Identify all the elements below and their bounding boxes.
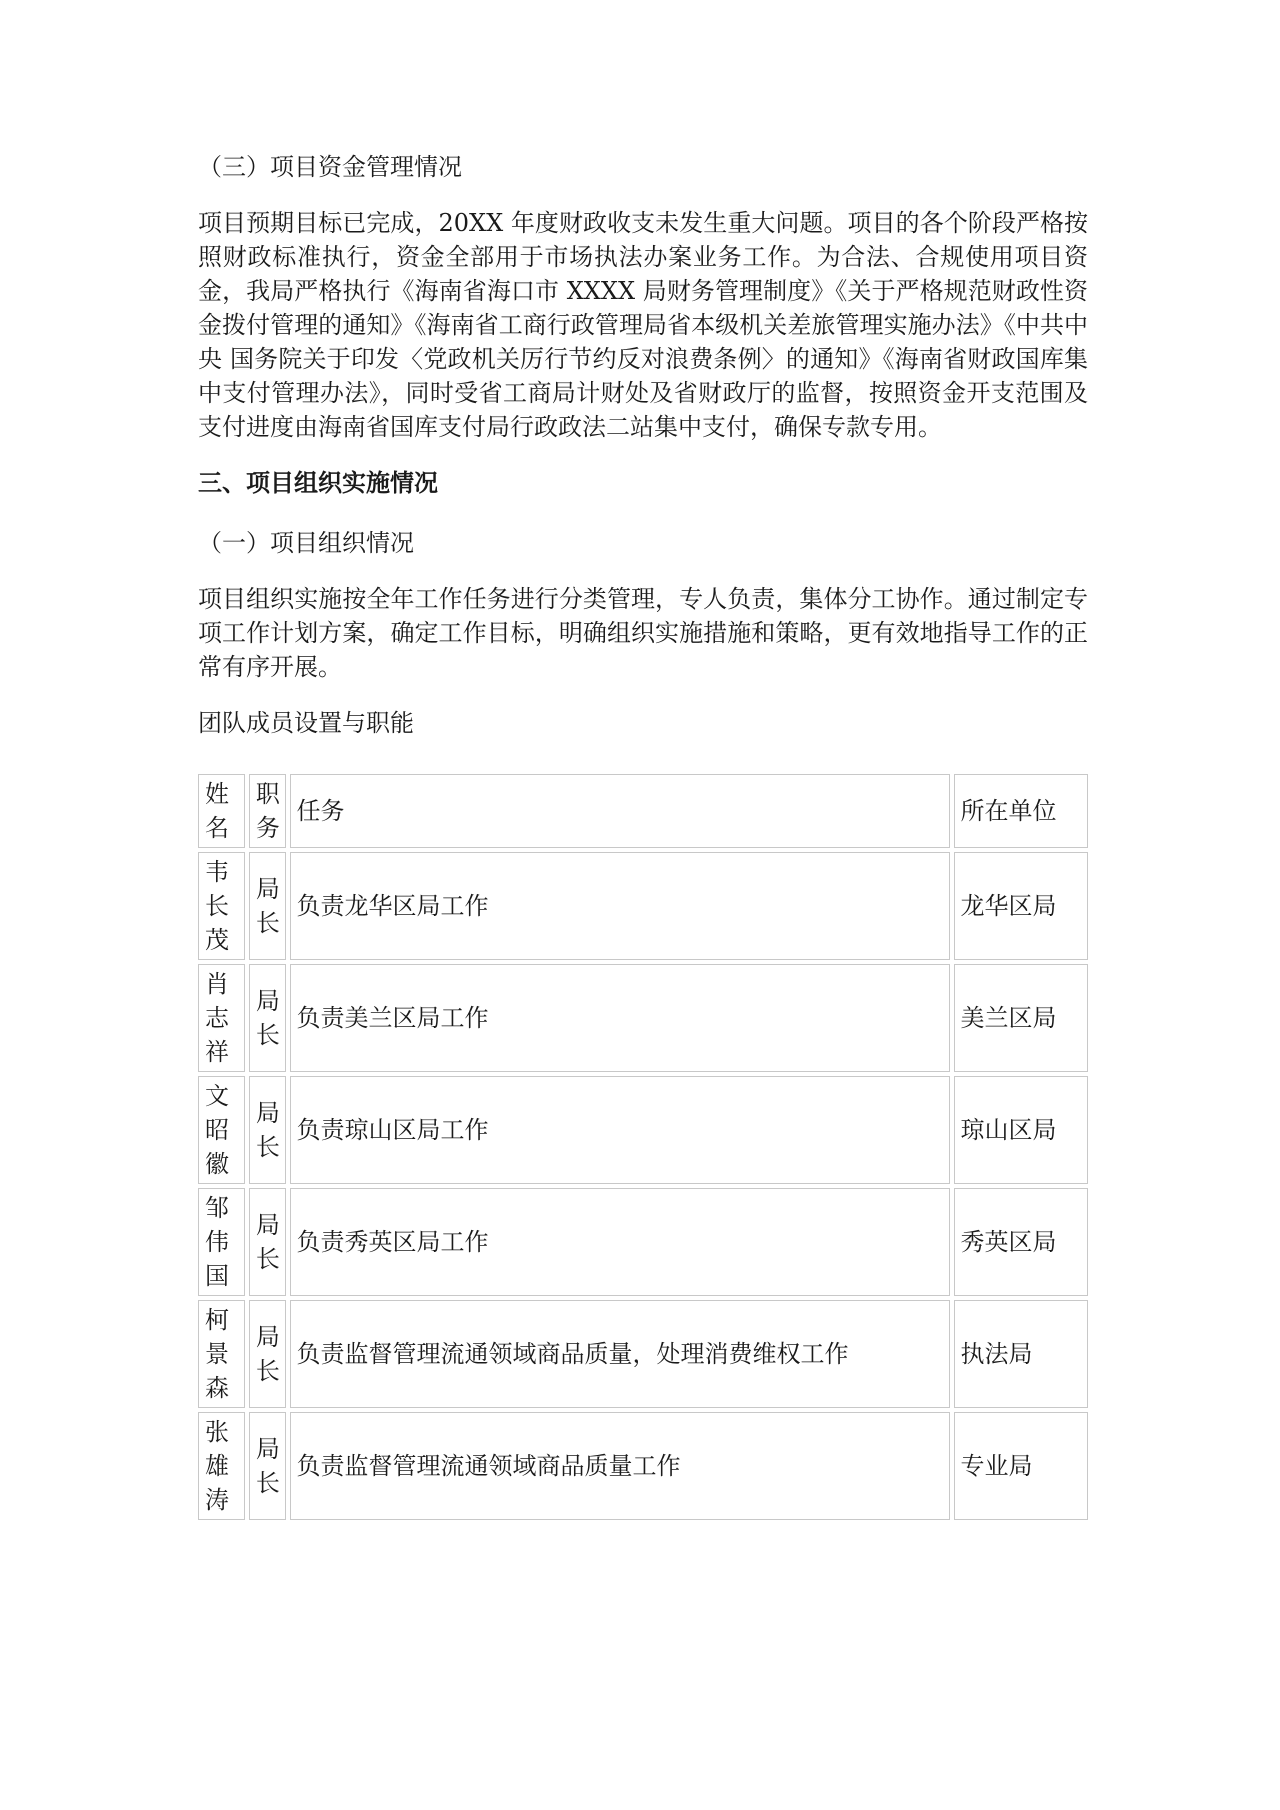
cell-name: 文昭徽 — [198, 1076, 245, 1184]
cell-task: 负责秀英区局工作 — [290, 1188, 950, 1296]
cell-unit: 龙华区局 — [954, 852, 1088, 960]
section-heading-project-organization: （一）项目组织情况 — [198, 529, 414, 557]
cell-position: 局长 — [249, 852, 286, 960]
table-caption: 团队成员设置与职能 — [198, 709, 414, 737]
section-heading-fund-management: （三）项目资金管理情况 — [198, 153, 462, 181]
cell-position: 局长 — [249, 1076, 286, 1184]
cell-name: 邹伟国 — [198, 1188, 245, 1296]
cell-task: 负责美兰区局工作 — [290, 964, 950, 1072]
cell-unit: 秀英区局 — [954, 1188, 1088, 1296]
cell-task: 负责监督管理流通领域商品质量，处理消费维权工作 — [290, 1300, 950, 1408]
cell-name: 张雄涛 — [198, 1412, 245, 1520]
cell-task: 负责龙华区局工作 — [290, 852, 950, 960]
cell-unit: 美兰区局 — [954, 964, 1088, 1072]
table-row — [198, 1300, 1088, 1408]
document-page — [198, 150, 1088, 1524]
cell-position: 局长 — [249, 964, 286, 1072]
cell-name: 肖志祥 — [198, 964, 245, 1072]
cell-name: 韦长茂 — [198, 852, 245, 960]
cell-unit: 专业局 — [954, 1412, 1088, 1520]
header-position: 职务 — [249, 774, 286, 848]
cell-position: 局长 — [249, 1412, 286, 1520]
table-row — [198, 1076, 1088, 1184]
header-name: 姓名 — [198, 774, 245, 848]
cell-unit: 琼山区局 — [954, 1076, 1088, 1184]
cell-task: 负责监督管理流通领域商品质量工作 — [290, 1412, 950, 1520]
header-unit: 所在单位 — [954, 774, 1088, 848]
table-row — [198, 1412, 1088, 1520]
table-header-row — [198, 774, 1088, 848]
project-organization-paragraph: 项目组织实施按全年工作任务进行分类管理，专人负责，集体分工协作。通过制定专项工作计划方案，确定工作目标，明确组织实施措施和策略，更有效地指导工作的正常有序开展。 — [198, 585, 1088, 681]
cell-unit: 执法局 — [954, 1300, 1088, 1408]
cell-position: 局长 — [249, 1300, 286, 1408]
cell-position: 局长 — [249, 1188, 286, 1296]
section-heading-organization: 三、项目组织实施情况 — [198, 468, 438, 497]
cell-task: 负责琼山区局工作 — [290, 1076, 950, 1184]
header-task: 任务 — [290, 774, 950, 848]
fund-management-paragraph: 项目预期目标已完成，20XX 年度财政收支未发生重大问题。项目的各个阶段严格按照财政标准执行，资金全部用于市场执法办案业务工作。为合法、合规使用项目资金，我局严格执行《海南省海口市 XXXX 局财务管理制度》《关于严格规范财政性资金拨付管理的通知》《海南省工商行政管理局省本级机关差旅管理实施办法》《中共中央 国务院关于印发〈党政机关厉行节约反对浪费条例〉的通知》《海南省财政国库集中支付管理办法》，同时受省工商局计财处及省财政厅的监督，按照资金开支范围及支付进度由海南省国库支付局行政政法二站集中支付，确保专款专用。 — [198, 209, 1088, 441]
team-members-table — [194, 770, 1092, 1524]
cell-name: 柯景森 — [198, 1300, 245, 1408]
table-row — [198, 852, 1088, 960]
table-row — [198, 964, 1088, 1072]
table-row — [198, 1188, 1088, 1296]
